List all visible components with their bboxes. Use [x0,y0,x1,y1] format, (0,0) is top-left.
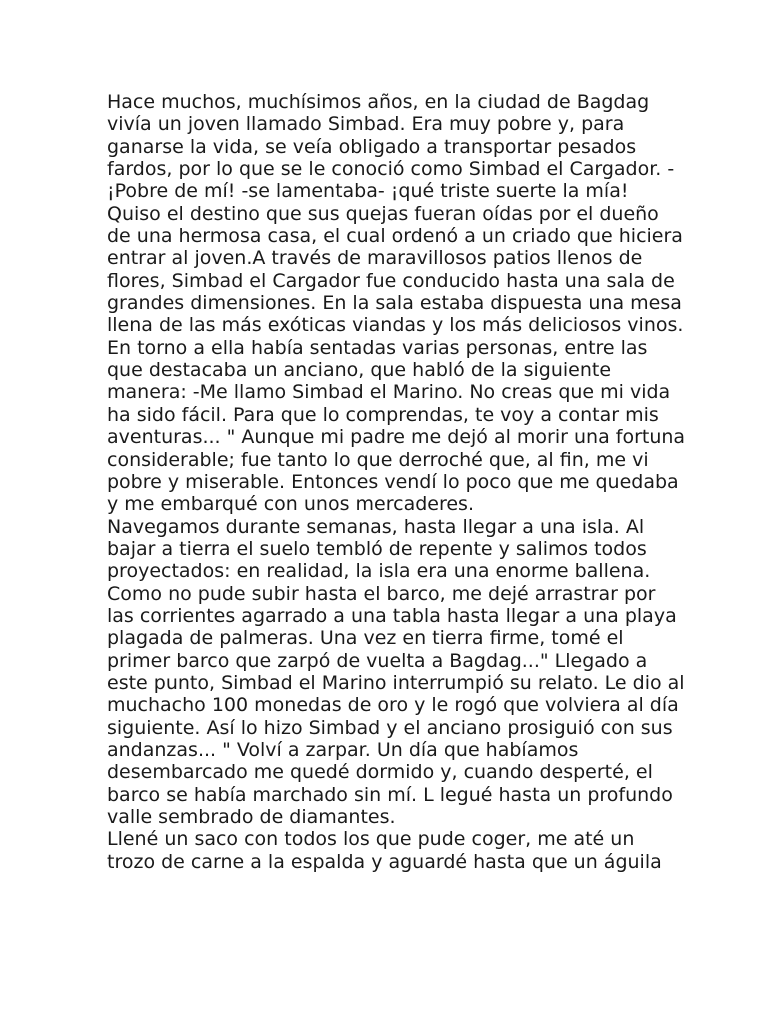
text-line: desembarcado me quedé dormido y, cuando desperté, el [107,761,653,784]
text-line: que destacaba un anciano, que habló de la siguiente [107,359,612,382]
text-line: las corrientes agarrado a una tabla hasta llegar a una playa [107,604,677,627]
text-line: barco se había marchado sin mí. L legué hasta un profundo [107,783,673,806]
text-line: entrar al joven.A través de maravillosos patios llenos de [107,247,643,270]
text-line: manera: -Me llamo Simbad el Marino. No creas que mi vida [107,381,671,404]
text-line: trozo de carne a la espalda y aguardé hasta que un águila [107,850,662,873]
text-line: valle sembrado de diamantes. [107,806,396,828]
text-line: ¡Pobre de mí! -se lamentaba- ¡qué triste suerte la mía! [107,180,629,203]
text-line: bajar a tierra el suelo tembló de repente y salimos todos [107,537,647,560]
text-line: y me embarqué con unos mercaderes. [107,493,474,516]
text-line: muchacho 100 monedas de oro y le rogó que volviera al día [107,694,679,717]
text-line: grandes dimensiones. En la sala estaba dispuesta una mesa [107,292,682,315]
text-line: ha sido fácil. Para que lo comprendas, te voy a contar mis [107,403,659,426]
text-line: proyectados: en realidad, la isla era una enorme ballena. [107,560,651,583]
text-line: Llené un saco con todos los que pude coger, me até un [107,828,635,851]
story-text [107,91,747,873]
text-line: primer barco que zarpó de vuelta a Bagdag..." Llegado a [107,649,648,672]
text-line: ganarse la vida, se veía obligado a transportar pesados [107,135,637,158]
text-line: flores, Simbad el Cargador fue conducido hasta una sala de [107,269,675,292]
text-line: Quiso el destino que sus quejas fueran oídas por el dueño [107,202,659,225]
text-line: considerable; fue tanto lo que derroché que, al fin, me vi [107,448,649,471]
text-line: Navegamos durante semanas, hasta llegar a una isla. Al [107,515,645,538]
text-line: este punto, Simbad el Marino interrumpió su relato. Le dio al [107,671,685,694]
text-line: vivía un joven llamado Simbad. Era muy pobre y, para [107,113,625,136]
text-line: andanzas... " Volví a zarpar. Un día que habíamos [107,738,579,761]
text-line: llena de las más exóticas viandas y los más deliciosos vinos. [107,314,684,337]
text-line: Como no pude subir hasta el barco, me dejé arrastrar por [107,582,656,605]
text-line: siguiente. Así lo hizo Simbad y el anciano prosiguió con sus [107,716,673,739]
text-line: Hace muchos, muchísimos años, en la ciudad de Bagdag [107,91,650,113]
text-line: fardos, por lo que se le conoció como Simbad el Cargador. - [107,158,675,181]
text-line: pobre y miserable. Entonces vendí lo poco que me quedaba [107,470,679,493]
text-line: de una hermosa casa, el cual ordenó a un criado que hiciera [107,225,683,248]
text-line: aventuras... " Aunque mi padre me dejó al morir una fortuna [107,426,686,449]
text-line: En torno a ella había sentadas varias personas, entre las [107,336,648,359]
text-line: plagada de palmeras. Una vez en tierra firme, tomé el [107,627,624,650]
